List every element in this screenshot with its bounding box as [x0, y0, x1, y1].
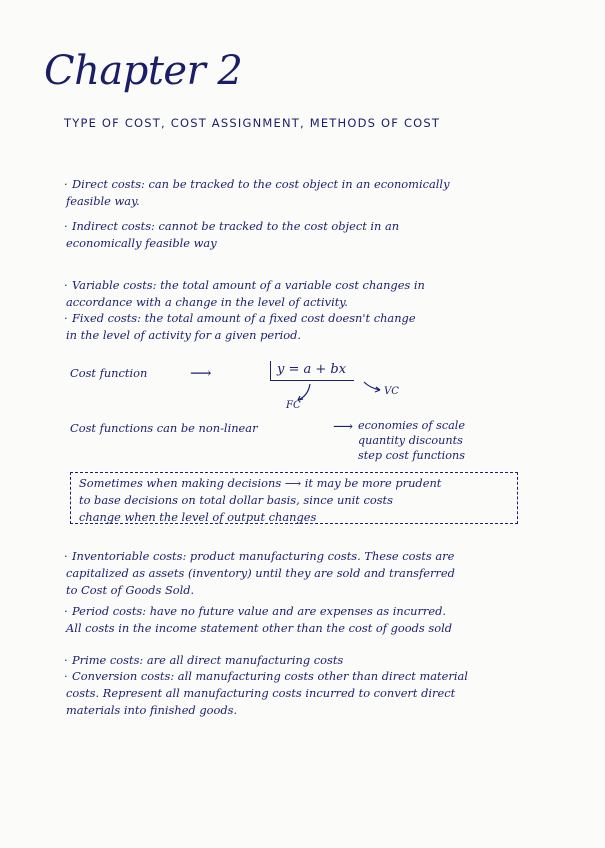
note-line: economically feasible way: [66, 236, 217, 250]
nonlinear-examples: [358, 418, 465, 463]
note-conversion-costs: · Conversion costs: all manufacturing costs other than direct material costs. Represent all manufacturing costs incurred to convert direct materials into finished goods.: [64, 669, 468, 717]
note-line: Conversion costs: all manufacturing costs other than direct material: [72, 669, 468, 683]
note-line: change when the level of output changes: [79, 510, 317, 524]
note-line: Sometimes when making decisions ⟶ it may be more prudent: [79, 476, 442, 490]
note-direct-costs: · Direct costs: can be tracked to the cost object in an economically feasible way.: [64, 177, 450, 208]
note-line: costs. Represent all manufacturing costs incurred to convert direct: [66, 686, 456, 700]
page-title: Chapter 2: [44, 48, 243, 94]
note-line: in the level of activity for a given period.: [66, 328, 302, 342]
note-line: to Cost of Goods Sold.: [66, 583, 195, 597]
note-variable-costs: · Variable costs: the total amount of a variable cost changes in accordance with a change in the level of activity.: [64, 278, 425, 309]
note-period-costs: · Period costs: have no future value and are expenses as incurred. All costs in the income statement other than the cost of goods sold: [64, 604, 453, 635]
vc-label: VC: [384, 386, 399, 397]
note-line: Indirect costs: cannot be tracked to the cost object in an: [72, 219, 400, 233]
note-prime-costs: · Prime costs: are all direct manufacturing costs: [64, 653, 344, 667]
nonlinear-label: Cost functions can be non-linear: [70, 421, 258, 435]
note-line: to base decisions on total dollar basis, since unit costs: [79, 493, 393, 507]
note-indirect-costs: · Indirect costs: cannot be tracked to the cost object in an economically feasible way: [64, 219, 400, 250]
dashed-box-text: [71, 473, 517, 528]
note-line: materials into finished goods.: [66, 703, 238, 717]
formula-pointer-arrows: [290, 380, 400, 406]
example-item: quantity discounts: [358, 434, 463, 447]
note-line: feasible way.: [66, 194, 140, 208]
note-line: All costs in the income statement other than the cost of goods sold: [66, 621, 453, 635]
note-fixed-costs: · Fixed costs: the total amount of a fixed cost doesn't change in the level of activity for a given period.: [64, 311, 416, 342]
example-item: economies of scale: [358, 419, 465, 432]
example-item: step cost functions: [358, 449, 465, 462]
fc-label: FC: [286, 400, 301, 411]
note-line: Prime costs: are all direct manufacturing costs: [72, 653, 344, 667]
note-line: accordance with a change in the level of activity.: [66, 295, 348, 309]
note-line: Fixed costs: the total amount of a fixed cost doesn't change: [72, 311, 416, 325]
note-line: Period costs: have no future value and are expenses as incurred.: [72, 604, 447, 618]
note-line: capitalized as assets (inventory) until they are sold and transferred: [66, 566, 455, 580]
page-subtitle: TYPE OF COST, COST ASSIGNMENT, METHODS OF COST: [64, 116, 441, 130]
note-line: Variable costs: the total amount of a variable cost changes in: [72, 278, 425, 292]
cost-function-formula: y = a + bx: [270, 361, 354, 381]
dashed-box-note: [70, 472, 518, 524]
arrow-icon: ⟶: [333, 419, 354, 435]
note-line: Direct costs: can be tracked to the cost object in an economically: [72, 177, 450, 191]
note-line: Inventoriable costs: product manufacturing costs. These costs are: [72, 549, 455, 563]
cost-function-label: Cost function: [70, 366, 148, 380]
note-inventoriable-costs: · Inventoriable costs: product manufacturing costs. These costs are capitalized as assets (inventory) until they are sold and transferred to Cost of Goods Sold.: [64, 549, 455, 597]
arrow-icon: ⟶: [190, 364, 212, 382]
